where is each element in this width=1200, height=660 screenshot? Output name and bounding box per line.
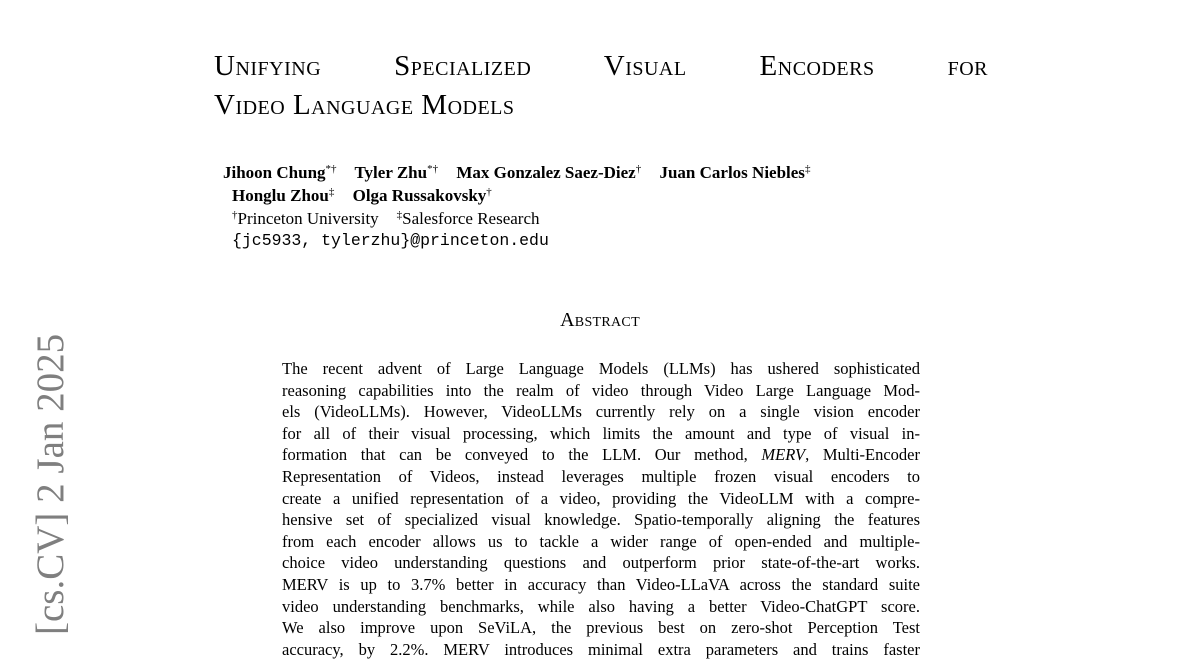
abstract-body: [282, 358, 920, 660]
author: [659, 163, 810, 182]
abstract-line: Representation of Videos, instead leverages multiple frozen visual encoders to: [282, 466, 920, 486]
abstract-line: for all of their visual processing, which limits the amount and type of visual in-: [282, 423, 920, 443]
abstract-line: hensive set of specialized visual knowledge. Spatio-temporally aligning the features: [282, 510, 920, 530]
author-affiliation-mark: ‡: [804, 163, 811, 175]
abstract-line: video understanding benchmarks, while also having a better Video-ChatGPT score.: [282, 596, 920, 616]
author-list-line-2: [232, 186, 506, 206]
author-list-line-1: [223, 163, 824, 183]
author-affiliation-mark: *†: [427, 163, 439, 175]
author-affiliation-mark: *†: [325, 163, 337, 175]
author: [223, 163, 337, 182]
paper-title-line-1: Unifying Specialized Visual Encoders for: [214, 50, 988, 82]
paper-title-line-2: Video Language Models: [214, 89, 515, 121]
author-affiliation-mark: †: [635, 163, 642, 175]
author-affiliation-mark: ‡: [328, 186, 335, 198]
abstract-line: create a unified representation of a video, providing the VideoLLM with a compre-: [282, 488, 920, 508]
author-name: Juan Carlos Niebles: [659, 163, 805, 182]
abstract-line-segment: , Multi-Encoder: [805, 445, 920, 465]
author: [232, 186, 334, 205]
abstract-line: from each encoder allows us to tackle a wider range of open-ended and multiple-: [282, 531, 920, 551]
author: [456, 163, 641, 182]
abstract-line: els (VideoLLMs). However, VideoLLMs currently rely on a single vision encoder: [282, 402, 920, 422]
abstract-line-segment: formation that can be conveyed to the LLM. Our method,: [282, 445, 762, 465]
affiliation-name: Salesforce Research: [402, 209, 540, 228]
affiliation-mark: †: [232, 209, 238, 221]
affiliations: [232, 209, 540, 229]
author-name: Tyler Zhu: [354, 163, 428, 182]
author-email: {jc5933, tylerzhu}@princeton.edu: [232, 231, 549, 250]
abstract-heading: Abstract: [560, 309, 640, 331]
abstract-line: choice video understanding questions and outperform prior state-of-the-art works.: [282, 553, 920, 573]
affiliation-mark: ‡: [396, 209, 403, 221]
author-name: Honglu Zhou: [232, 186, 329, 205]
abstract-line: We also improve upon SeViLA, the previous best on zero-shot Perception Test: [282, 618, 920, 638]
author-name: Olga Russakovsky: [352, 186, 487, 205]
author: [354, 163, 438, 182]
abstract-line: accuracy, by 2.2%. MERV introduces minimal extra parameters and trains faster: [282, 639, 920, 659]
author-name: Jihoon Chung: [223, 163, 326, 182]
arxiv-stamp: [cs.CV] 2 Jan 2025: [29, 333, 72, 635]
affiliation-name: Princeton University: [237, 209, 379, 228]
method-name-italic: MERV: [761, 445, 806, 465]
abstract-line: MERV is up to 3.7% better in accuracy than Video-LLaVA across the standard suite: [282, 574, 920, 594]
author: [353, 186, 492, 205]
author-affiliation-mark: †: [486, 186, 492, 198]
abstract-line: The recent advent of Large Language Models (LLMs) has ushered sophisticated: [282, 359, 920, 378]
abstract-line: reasoning capabilities into the realm of video through Video Large Language Mod-: [282, 380, 920, 400]
author-name: Max Gonzalez Saez-Diez: [456, 163, 636, 182]
abstract-line: [282, 444, 920, 466]
